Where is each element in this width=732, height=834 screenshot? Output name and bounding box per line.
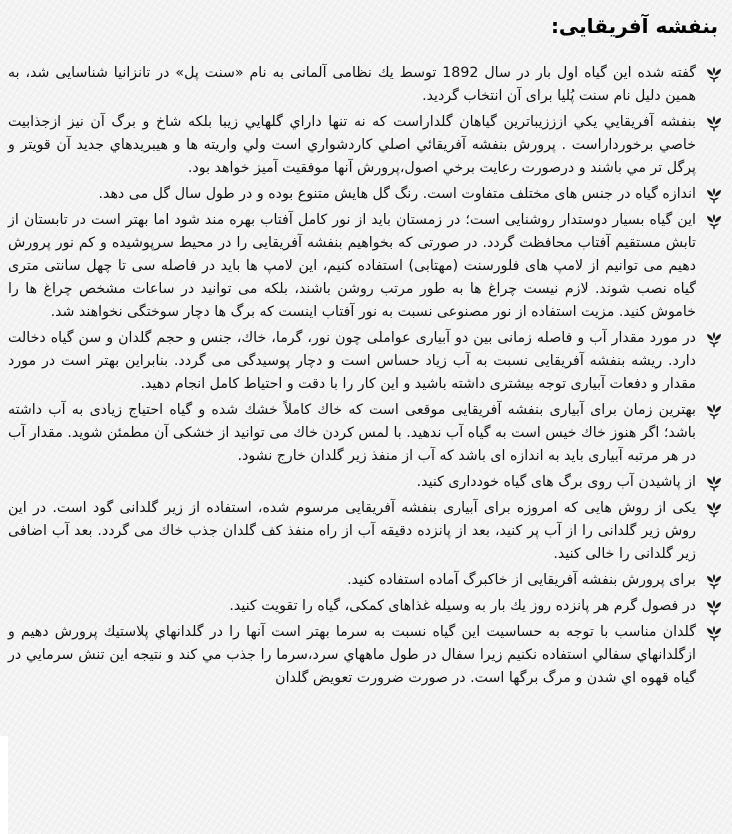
flower-bullet-icon	[704, 500, 724, 518]
flower-bullet-icon	[704, 598, 724, 616]
flower-bullet-icon	[704, 212, 724, 230]
tip-text: بنفشه آفریقايي يكي ازززيباترين گياهان گلداراست كه نه تنها داراي گلهايي زيبا بلكه شاخ و برگ آن نيز ازجذابيت خاصي برخورداراست . پرورش بنفشه آفريقائي اصلي كاردشواري است ولي واريته ها و هيبريدهاي جديد آن قويتر و پرگل تر مي باشند و درصورت رعايت برخي اصول،پرورش آنها موفقيت آميز خواهد بود.	[8, 114, 696, 176]
flower-bullet-icon	[704, 402, 724, 420]
flower-bullet-icon	[704, 624, 724, 642]
tip-item	[8, 183, 724, 206]
page-edge-strip	[0, 736, 8, 834]
tip-item	[8, 621, 724, 690]
tip-text: گفته شده این گیاه اول بار در سال 1892 توسط یك نظامی آلمانی به نام «سنت پل» در تانزانیا شناسایی شد، به همین دلیل نام سنت پُلیا برای آن انتخاب گردید.	[8, 65, 697, 104]
tip-item	[8, 471, 724, 494]
tip-text: بهترین زمان برای آبیاری بنفشه آفریقایی موقعی است كه خاك كاملاً خشك شده و گیاه احتیاج زیادی به آب داشته باشد؛ اگر هنوز خاك خیس است به گیاه آب ندهید. با لمس كردن خاك می توانید از خشكی آن مطمئن شوید. مقدار آب در هر مرتبه آبیاری باید به اندازه ای باشد كه آب از منفذ زیر گلدان خارج نشود.	[8, 402, 696, 464]
tip-item	[8, 569, 724, 592]
tip-item	[8, 209, 724, 324]
tip-text: اندازه گیاه در جنس های مختلف متفاوت است. رنگ گل هایش متنوع بوده و در طول سال گل می دهد.	[98, 186, 696, 202]
tip-text: از پاشیدن آب روی برگ های گیاه خودداری كنید.	[416, 474, 696, 490]
tips-list	[8, 62, 724, 690]
tip-item	[8, 595, 724, 618]
tip-item	[8, 327, 724, 396]
tip-item	[8, 399, 724, 468]
tip-text: یكی از روش هایی كه امروزه برای آبیاری بنفشه آفریقایی مرسوم شده، استفاده از زیر گلدانی گود است. در این روش زیر گلدانی را از آب پر كنید، بعد از پانزده دقیقه آب از راه منفذ كف گلدان جذب خاك می گردد. بعد آب اضافی زیر گلدانی را خالی كنید.	[8, 500, 696, 562]
tip-item	[8, 111, 724, 180]
tip-item	[8, 62, 724, 108]
flower-bullet-icon	[704, 186, 724, 204]
flower-bullet-icon	[704, 65, 724, 83]
tip-text: در مورد مقدار آب و فاصله زمانی بین دو آبیاری عواملی چون نور، گرما، خاك، جنس و حجم گلدان و سن گیاه دخالت دارد. ریشه بنفشه آفریقایی نسبت به آب زیاد حساس است و دچار پوسیدگی می گردد. بنابراین بهتر است در مورد مقدار و دفعات آبیاری توجه بیشتری داشته باشید و این كار را با دقت و احتیاط كامل انجام دهید.	[8, 330, 696, 392]
tip-item	[8, 497, 724, 566]
tip-text: برای پرورش بنفشه آفریقایی از خاكبرگ آماده استفاده كنید.	[347, 572, 696, 588]
tip-text: در فصول گرم هر پانزده روز یك بار به وسیله غذاهای كمكی، گیاه را تقویت كنید.	[229, 598, 696, 614]
flower-bullet-icon	[704, 572, 724, 590]
tip-text: گلدان مناسب با توجه به حساسيت اين گياه نسبت به سرما بهتر است آنها را در گلدانهاي پلاستيك پرورش دهيم و ازگلدانهاي سفالي استفاده نكنيم زيرا سفال در طول ماههاي سرد،سرما را جذب مي كند و نتيجه اين تنش سرمايي در گياه قهوه اي شدن و مرگ برگها است. در صورت ضرورت تعويض گلدان	[8, 624, 696, 686]
flower-bullet-icon	[704, 114, 724, 132]
flower-bullet-icon	[704, 330, 724, 348]
page-title: بنفشه آفریقایی:	[550, 14, 718, 38]
tip-text: این گیاه بسیار دوستدار روشنایی است؛ در زمستان باید از نور کامل آفتاب بهره مند شود اما بهتر است در تابستان از تابش مستقیم آفتاب محافظت گردد. در صورتی که بخواهیم بنفشه آفریقایی را در محیط سرپوشیده و کم نور پرورش دهیم می توانیم از لامپ های فلورسنت (مهتابی) استفاده کنیم، این لامپ ها باید در فاصله سی تا چهل سانتی متری گیاه نصب شوند. لازم نیست چراغ ها به طور مرتب روشن باشند، بلکه می توانید در ساعات مشخص چراغ ها را خاموش کنید. مزیت استفاده از نور مصنوعی نسبت به نور آفتاب اینست که برگ ها دچار سوختگی نخواهند شد.	[8, 212, 696, 320]
flower-bullet-icon	[704, 474, 724, 492]
